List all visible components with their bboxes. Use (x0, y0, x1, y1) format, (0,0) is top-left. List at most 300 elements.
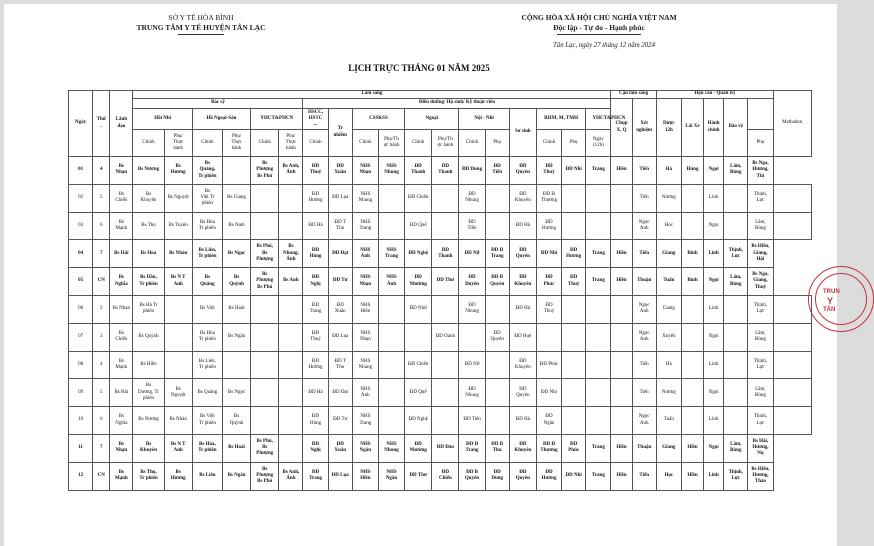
table-cell: ĐD Thanh (405, 157, 432, 185)
table-cell: ĐD T Thu (328, 351, 352, 379)
table-cell: Tiến (632, 184, 656, 212)
cell-day: 04 (69, 240, 93, 268)
table-cell: ĐD Quế (405, 379, 432, 407)
table-cell: Thuận (632, 268, 656, 296)
table-cell: Bs N T Anh (164, 268, 192, 296)
table-cell: Bs Liên, Tr phiên (192, 240, 222, 268)
national-header (514, 13, 684, 35)
table-cell (611, 295, 632, 323)
table-cell: ĐD Nhung (459, 379, 485, 407)
table-row (69, 351, 812, 379)
table-cell: ĐD B Quyên (459, 462, 485, 490)
col-header-cssks: CSSKSS (352, 109, 404, 130)
table-cell: Học (656, 462, 681, 490)
table-cell: Thịnh, Lực (748, 295, 773, 323)
table-cell (586, 184, 611, 212)
table-cell: Bs Thọ, Tr phiên (133, 462, 164, 490)
table-cell (724, 212, 748, 240)
table-cell: Bs Phú, Bs Phượng (251, 434, 279, 462)
table-cell: ĐD Đảo (432, 434, 459, 462)
col-header-hscc: HSCC, HSTC ... (303, 109, 328, 130)
table-cell: ĐD Tư (328, 407, 352, 435)
table-cell (378, 184, 404, 212)
table-cell (562, 379, 586, 407)
sub-header-phu: Phụ (485, 130, 509, 157)
table-cell: Bs Nguyệt (164, 379, 192, 407)
table-cell: Hiền (611, 462, 632, 490)
table-cell (611, 407, 632, 435)
table-cell: ĐD Nghị (303, 268, 328, 296)
table-cell: Lâm, Bùng (724, 268, 748, 296)
table-cell: Bs Anh (279, 268, 303, 296)
table-cell: ĐD Lụa (328, 184, 352, 212)
cell-day: 02 (69, 184, 93, 212)
table-cell (586, 212, 611, 240)
table-cell: Ngọi (704, 379, 724, 407)
republic-name: CỘNG HÒA XÃ HỘI CHỦ NGHĨA VIỆT NAM (521, 13, 677, 22)
table-cell: Bs Nhạn (110, 295, 133, 323)
table-cell: Bình (681, 268, 703, 296)
table-cell: Bs Hòa, Tr phiên (192, 434, 222, 462)
table-cell (724, 323, 748, 351)
table-cell: ĐD Hà (303, 212, 328, 240)
table-cell: NHS Trang (352, 212, 378, 240)
table-cell: Bs Quảng, Tr phiên (192, 157, 222, 185)
table-cell: Ngọc Anh (632, 212, 656, 240)
cell-day: 08 (69, 351, 93, 379)
table-cell: ĐD Hường (303, 184, 328, 212)
table-cell: Bs Dần, Tr phiên (133, 268, 164, 296)
table-cell (485, 351, 509, 379)
table-cell: NHS Nhung (378, 434, 404, 462)
cell-day: 09 (69, 379, 93, 407)
table-cell: Bs Ngân (222, 323, 250, 351)
table-cell: Lâm, Bùng (724, 157, 748, 185)
table-cell: ĐD Hà (303, 379, 328, 407)
table-cell: Bs Chiến (110, 184, 133, 212)
table-cell (279, 351, 303, 379)
sub-header-phu: Phụ/Th ực hành (432, 130, 459, 157)
table-cell (222, 157, 250, 185)
table-cell: Bs Mạnh (110, 212, 133, 240)
table-cell: ĐD Hùng (303, 240, 328, 268)
table-cell: Bs Nguyệt (164, 184, 192, 212)
table-row (69, 240, 812, 268)
table-cell: Hiền (681, 462, 703, 490)
table-cell: ĐD Hương (536, 462, 561, 490)
table-cell (562, 351, 586, 379)
table-cell (724, 379, 748, 407)
table-row (69, 407, 812, 435)
sub-header-chinh: Chính (303, 130, 328, 157)
table-cell: Bs Hương (164, 462, 192, 490)
table-cell: Ngọi (704, 323, 724, 351)
table-cell: ĐD Nữ (459, 240, 485, 268)
table-cell: NHS Nhung (378, 157, 404, 185)
table-cell: ĐD Lụa (328, 462, 352, 490)
table-cell: ĐD Xuân (328, 157, 352, 185)
table-cell: ĐD Thuỷ (536, 295, 561, 323)
table-cell: ĐD Nhung (459, 184, 485, 212)
table-cell: NHS Hiền (352, 462, 378, 490)
table-cell: Bs Phú, Bs Phượng (251, 240, 279, 268)
table-cell: ĐD Đ Trang (459, 434, 485, 462)
table-cell (251, 351, 279, 379)
sub-header-chinh: Chính (133, 130, 164, 157)
sub-header-chinh: Chính (251, 130, 279, 157)
table-row (69, 184, 812, 212)
table-cell: Trang (586, 157, 611, 185)
table-cell (279, 407, 303, 435)
table-cell: Ngọc Anh (632, 407, 656, 435)
table-row (69, 212, 812, 240)
table-cell: Bs Chiến (110, 323, 133, 351)
cell-day: 10 (69, 407, 93, 435)
table-cell: Ngọi (704, 157, 724, 185)
table-cell: ĐD Hương (562, 240, 586, 268)
table-cell: Bs Thọ (133, 212, 164, 240)
table-cell: ĐD Quyên (509, 157, 536, 185)
table-cell (459, 323, 485, 351)
table-cell (681, 184, 703, 212)
sub-header-phu: Phụ (562, 130, 586, 157)
table-cell: Bs Khuyên (133, 184, 164, 212)
table-cell (562, 212, 586, 240)
table-cell (586, 295, 611, 323)
table-cell: Tuấn (656, 268, 681, 296)
table-cell: Bs Nhạn (110, 434, 133, 462)
table-cell: ĐD Quyên (509, 462, 536, 490)
stamp-text: TRUN (823, 289, 840, 295)
table-cell: Tiến (632, 157, 656, 185)
table-cell: ĐD Lụa (328, 323, 352, 351)
cell-day: 03 (69, 212, 93, 240)
table-cell (251, 212, 279, 240)
table-cell: ĐD Khuyên (509, 434, 536, 462)
table-cell (378, 323, 404, 351)
table-cell: ĐD Quyên (509, 240, 536, 268)
table-cell: ĐD Phúc (562, 434, 586, 462)
table-cell: ĐD Ngân (536, 407, 561, 435)
table-body (69, 157, 812, 491)
cell-weekday: 2 (93, 295, 110, 323)
table-cell: ĐD Nhường (405, 434, 432, 462)
table-cell: Tiến (632, 351, 656, 379)
table-cell: ĐD B Thu (485, 434, 509, 462)
table-cell (378, 212, 404, 240)
sub-header-chinh: Chính (405, 130, 432, 157)
table-cell: Hiền (611, 157, 632, 185)
table-cell (586, 351, 611, 379)
table-cell (485, 184, 509, 212)
table-cell: ĐD Đ Trang (485, 240, 509, 268)
table-cell: ĐD Trang (303, 462, 328, 490)
table-cell: Thịnh, Lực (724, 240, 748, 268)
table-cell (279, 295, 303, 323)
table-cell: Nương (656, 379, 681, 407)
table-cell (773, 351, 811, 379)
table-cell: ĐD Khuyên (509, 184, 536, 212)
table-cell (164, 351, 192, 379)
document-title: LỊCH TRỰC THÁNG 01 NĂM 2025 (348, 63, 490, 73)
table-cell: Bs Hải (110, 379, 133, 407)
sub-header-phu: Phụ/ Thực hành (279, 130, 303, 157)
table-cell: NHS Trang (352, 407, 378, 435)
table-cell: ĐD Thanh (432, 157, 459, 185)
table-cell: Bs Phượng Bs Phú (251, 268, 279, 296)
table-cell (378, 351, 404, 379)
col-header-chup-xq: Chụp X. Q (611, 99, 632, 157)
divider (178, 34, 224, 35)
table-cell: ĐD Hà (509, 212, 536, 240)
table-cell: ĐD Nhữ (405, 295, 432, 323)
table-cell: ĐD Duyên (459, 268, 485, 296)
col-header-so-sinh: Sơ sinh (509, 109, 536, 157)
cell-weekday: 5 (93, 184, 110, 212)
sub-header-chinh: Chính (459, 130, 485, 157)
cell-day: 11 (69, 434, 93, 462)
cell-weekday: 6 (93, 407, 110, 435)
table-cell (724, 184, 748, 212)
table-cell: ĐD Nhi (536, 379, 561, 407)
table-cell (773, 379, 811, 407)
table-cell: NHS Ánh (352, 379, 378, 407)
table-cell: ĐD Huệ (509, 323, 536, 351)
table-cell (164, 323, 192, 351)
table-cell: Ngọi (704, 434, 724, 462)
table-cell: Giang (656, 240, 681, 268)
table-cell: ĐD Hà (509, 407, 536, 435)
table-cell: ĐD Nghệ (405, 407, 432, 435)
table-cell: ĐD Đ Thương (536, 434, 561, 462)
table-cell: Bs Dương, Tr phiên (133, 379, 164, 407)
table-cell: Tuấn (656, 407, 681, 435)
table-cell: Bs Anh, Ánh (279, 157, 303, 185)
table-cell: Thuận (632, 434, 656, 462)
table-cell (611, 212, 632, 240)
table-cell: ĐD B Quyên (485, 268, 509, 296)
table-cell: ĐD Chiến (432, 462, 459, 490)
table-cell: ĐD Dung (459, 157, 485, 185)
table-cell (562, 407, 586, 435)
table-cell (681, 351, 703, 379)
stamp-text: TÂN (823, 307, 836, 313)
col-header-xet-nghiem: Xét nghiệm (632, 99, 656, 157)
table-cell: Bs Việt Tr phiên (192, 407, 222, 435)
cell-weekday: 4 (93, 351, 110, 379)
table-cell (586, 323, 611, 351)
table-cell: ĐD Oanh (432, 323, 459, 351)
table-cell: Bs Ngọc (222, 240, 250, 268)
col-header-thu: Thứ . (93, 91, 110, 157)
table-cell: Bs Nga, Hương, Thi (748, 157, 773, 185)
table-cell: Linh (704, 295, 724, 323)
table-row (69, 295, 812, 323)
department-name: SỞ Y TẾ HÒA BÌNH (168, 13, 234, 22)
table-cell: ĐD T Thu (328, 212, 352, 240)
cell-weekday: CN (93, 462, 110, 490)
sub-header-phu: Phụ/Th ực hành (378, 130, 404, 157)
document-page (4, 4, 840, 546)
cell-weekday: 7 (93, 434, 110, 462)
table-cell: Hiền (611, 434, 632, 462)
table-cell: Bs Khuyên (133, 434, 164, 462)
col-header-methadon: Methadon (773, 91, 811, 157)
table-cell: ĐD Chiến (405, 184, 432, 212)
table-row (69, 268, 812, 296)
table-cell: Bs Phượng Bs Phú (251, 462, 279, 490)
table-cell (251, 323, 279, 351)
table-cell: ĐD Thuỷ (536, 157, 561, 185)
table-cell: Bình (681, 240, 703, 268)
table-cell (164, 295, 192, 323)
table-cell: ĐD Hùng (303, 407, 328, 435)
table-cell: Bs Việt Tr phiên (192, 184, 222, 212)
table-cell (724, 351, 748, 379)
table-cell: Bs Quỳnh (222, 407, 250, 435)
table-cell (251, 295, 279, 323)
cell-weekday: 4 (93, 157, 110, 185)
table-cell: Trang (586, 240, 611, 268)
table-cell: Lâm, Bùng (748, 379, 773, 407)
table-cell: Bs Hòa Tr phiên (192, 323, 222, 351)
table-row (69, 434, 812, 462)
table-cell (432, 407, 459, 435)
table-cell: Bs Hiền, Giang, Hội (748, 240, 773, 268)
table-cell: Xuyến (656, 323, 681, 351)
date-line: Tân Lạc, ngày 27 tháng 12 năm 2024 (553, 42, 655, 49)
table-header (69, 91, 812, 157)
table-cell: ĐD Quyên (485, 323, 509, 351)
table-cell: ĐD Thư (432, 268, 459, 296)
table-cell (485, 407, 509, 435)
table-cell: ĐD Tiến (459, 407, 485, 435)
table-cell (611, 351, 632, 379)
table-cell: Hiền (611, 240, 632, 268)
duty-schedule-table (68, 90, 812, 491)
table-cell (586, 379, 611, 407)
table-cell (251, 407, 279, 435)
table-cell: Linh (704, 240, 724, 268)
table-cell: Bs Nhàn (164, 407, 192, 435)
table-cell: ĐD Xuân (328, 295, 352, 323)
table-cell: ĐD Tiến (485, 157, 509, 185)
table-cell: ĐD Phúc (536, 268, 561, 296)
table-cell: ĐD Nhi (562, 462, 586, 490)
table-cell (536, 323, 561, 351)
group-header-lam-sang: Lâm sàng (133, 91, 611, 99)
table-cell: ĐD Nhường (405, 268, 432, 296)
table-cell (432, 351, 459, 379)
table-cell (681, 323, 703, 351)
col-header-ngoai-san: Hồ Ngoại-Sản (192, 109, 250, 130)
table-cell: Ngọi (704, 268, 724, 296)
table-cell: NHS Ngân (378, 462, 404, 490)
table-cell: NHS Hiền (352, 295, 378, 323)
group-header-dieu-duong: Điều dưỡng/ Hộ sinh/ Kỹ thuật viên (303, 99, 611, 109)
table-cell: NHS Nhạn (352, 157, 378, 185)
table-cell: ĐD Dung (485, 462, 509, 490)
table-cell: Bs Hòa Tr phiên (192, 212, 222, 240)
table-cell (611, 379, 632, 407)
table-cell (251, 184, 279, 212)
table-cell: Trang (586, 434, 611, 462)
table-cell: Bs Hải, Hương, Nụ (748, 434, 773, 462)
table-cell: Bs Hà Tr phiên (133, 295, 164, 323)
table-cell (681, 379, 703, 407)
cell-day: 07 (69, 323, 93, 351)
table-cell: Bs Nam (222, 212, 250, 240)
table-cell: Bs Phượng Bs Phú (251, 157, 279, 185)
table-cell: Hiền (611, 268, 632, 296)
col-header-lanh-dao: Lãnh đạo (110, 91, 133, 157)
divider (557, 34, 641, 35)
table-cell: Bs Liên, Tr phiên (192, 351, 222, 379)
sub-header-chinh: Chính (192, 130, 222, 157)
table-cell: ĐD Hường (303, 351, 328, 379)
col-header-bao-ve: Bảo vệ (724, 99, 748, 157)
sub-header-phu: Phụ/ Thực hành (222, 130, 250, 157)
table-cell (279, 379, 303, 407)
table-cell (251, 379, 279, 407)
col-header-yhct-dd: YHCT&PHCN (586, 109, 632, 130)
table-cell (773, 295, 811, 323)
table-cell: ĐD Nghệ (405, 240, 432, 268)
table-cell: NHS Nhung (352, 351, 378, 379)
table-cell: Bs N T Anh (164, 434, 192, 462)
table-cell: ĐD Thanh (432, 240, 459, 268)
table-cell: Thịnh, Lực (748, 184, 773, 212)
table-cell: NHS Ngân (352, 434, 378, 462)
table-cell: ĐD Đạt (328, 240, 352, 268)
table-cell: Bs Ngân (222, 462, 250, 490)
table-cell: Linh (704, 351, 724, 379)
table-cell: NHS Nhạn (352, 268, 378, 296)
col-header-lai-xe: Lái Xe (681, 99, 703, 157)
group-header-bac-si: Bác sỹ (133, 99, 303, 109)
sub-header-chinh: Chính (352, 130, 378, 157)
table-cell (562, 295, 586, 323)
table-row (69, 157, 812, 185)
table-cell: Bs Nga, Giang, Thuỷ (748, 268, 773, 296)
table-cell: ĐD Trang (303, 295, 328, 323)
table-cell: Bs Việt (192, 295, 222, 323)
table-cell: ĐD Xuân (328, 434, 352, 462)
sub-header-chinh: Chính (536, 130, 561, 157)
cell-weekday: CN (93, 268, 110, 296)
table-cell (773, 407, 811, 435)
table-cell: Bs Anh, Ánh (279, 462, 303, 490)
table-row (69, 379, 812, 407)
table-cell (586, 407, 611, 435)
col-header-hanh-chinh: Hành chính (704, 99, 724, 157)
table-cell: ĐD Đạt (328, 379, 352, 407)
table-cell: Bs Mạnh (110, 462, 133, 490)
table-cell (279, 323, 303, 351)
table-cell: Thịnh, Lực (724, 462, 748, 490)
table-cell (562, 323, 586, 351)
table-cell: Bs Nghĩa (110, 268, 133, 296)
table-cell (681, 407, 703, 435)
table-cell (432, 212, 459, 240)
table-cell (378, 295, 404, 323)
stamp-inner-ring (815, 273, 867, 325)
table-cell: NHS Trang (378, 240, 404, 268)
table-cell: Linh (704, 184, 724, 212)
table-cell: Bs Hoài (222, 434, 250, 462)
table-cell (378, 407, 404, 435)
col-header-yhct: YHCT&PHCN (251, 109, 303, 130)
